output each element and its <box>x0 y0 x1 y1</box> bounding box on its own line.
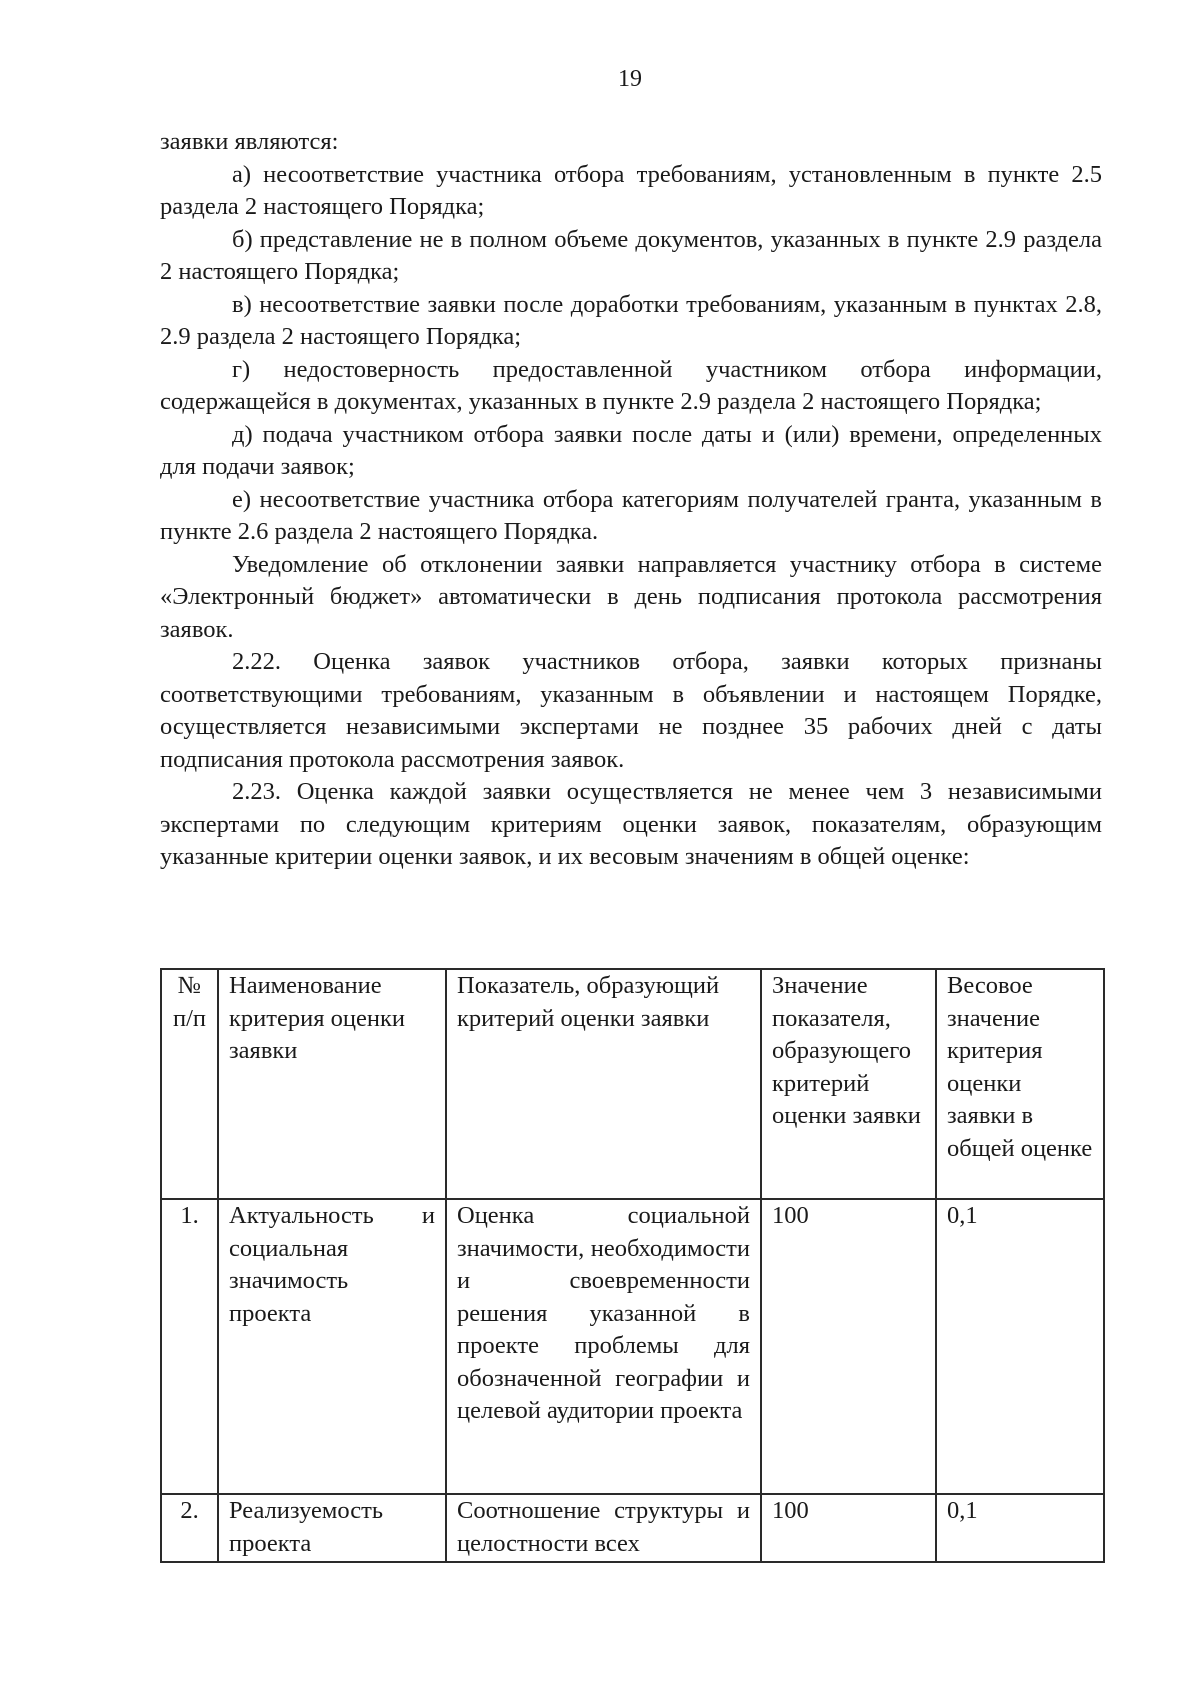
list-item-e: е) несоответствие участника отбора категориям получателей гранта, указанным в пункте 2.6 раздела 2 настоящего Порядка. <box>160 485 1102 545</box>
paragraph-notification: Уведомление об отклонении заявки направляется участнику отбора в системе «Электронный бюджет» автоматически в день подписания протокола рассмотрения заявок. <box>160 550 1102 643</box>
document-body <box>160 126 1102 874</box>
header-weight: Весовое значение критерия оценки заявки в общей оценке <box>936 969 1104 1199</box>
row-weight: 0,1 <box>936 1494 1104 1562</box>
page-number: 19 <box>618 66 642 92</box>
row-value: 100 <box>761 1494 936 1562</box>
table-row <box>161 1199 1104 1494</box>
header-number: № п/п <box>161 969 218 1199</box>
list-item-v: в) несоответствие заявки после доработки требованиям, указанным в пунктах 2.8, 2.9 раздела 2 настоящего Порядка; <box>160 290 1102 350</box>
header-value: Значение показателя, образующего критерий оценки заявки <box>761 969 936 1199</box>
row-number: 2. <box>161 1494 218 1562</box>
row-number: 1. <box>161 1199 218 1494</box>
table-header-row <box>161 969 1104 1199</box>
criteria-table <box>160 968 1105 1563</box>
row-indicator: Соотношение структуры и целостности всех <box>446 1494 761 1562</box>
row-indicator: Оценка социальной значимости, необходимости и своевременности решения указанной в проекте проблемы для обозначенной географии и целевой аудитории проекта <box>446 1199 761 1494</box>
header-criterion: Наименование критерия оценки заявки <box>218 969 446 1199</box>
row-criterion: Реализуемость проекта <box>218 1494 446 1562</box>
list-item-a: а) несоответствие участника отбора требованиям, установленным в пункте 2.5 раздела 2 настоящего Порядка; <box>160 160 1102 220</box>
row-criterion: Актуальность и социальная значимость проекта <box>218 1199 446 1494</box>
table-row <box>161 1494 1104 1562</box>
paragraph-2-23: 2.23. Оценка каждой заявки осуществляется не менее чем 3 независимыми экспертами по следующим критериям оценки заявок, показателям, образующим указанные критерии оценки заявок, и их весовым значениям в общей оценке: <box>160 778 1102 870</box>
row-value: 100 <box>761 1199 936 1494</box>
paragraph-2-22: 2.22. Оценка заявок участников отбора, заявки которых признаны соответствующими требованиям, указанным в объявлении и настоящем Порядке, осуществляется независимыми экспертами не позднее 35 рабочих дней с даты подписания протокола рассмотрения заявок. <box>160 648 1102 773</box>
row-weight: 0,1 <box>936 1199 1104 1494</box>
list-item-d: д) подача участником отбора заявки после даты и (или) времени, определенных для подачи заявок; <box>160 420 1102 480</box>
list-item-b: б) представление не в полном объеме документов, указанных в пункте 2.9 раздела 2 настоящего Порядка; <box>160 225 1102 285</box>
header-indicator: Показатель, образующий критерий оценки заявки <box>446 969 761 1199</box>
paragraph-intro: заявки являются: <box>160 128 339 155</box>
list-item-g: г) недостоверность предоставленной участником отбора информации, содержащейся в документах, указанных в пункте 2.9 раздела 2 настоящего Порядка; <box>160 355 1102 415</box>
